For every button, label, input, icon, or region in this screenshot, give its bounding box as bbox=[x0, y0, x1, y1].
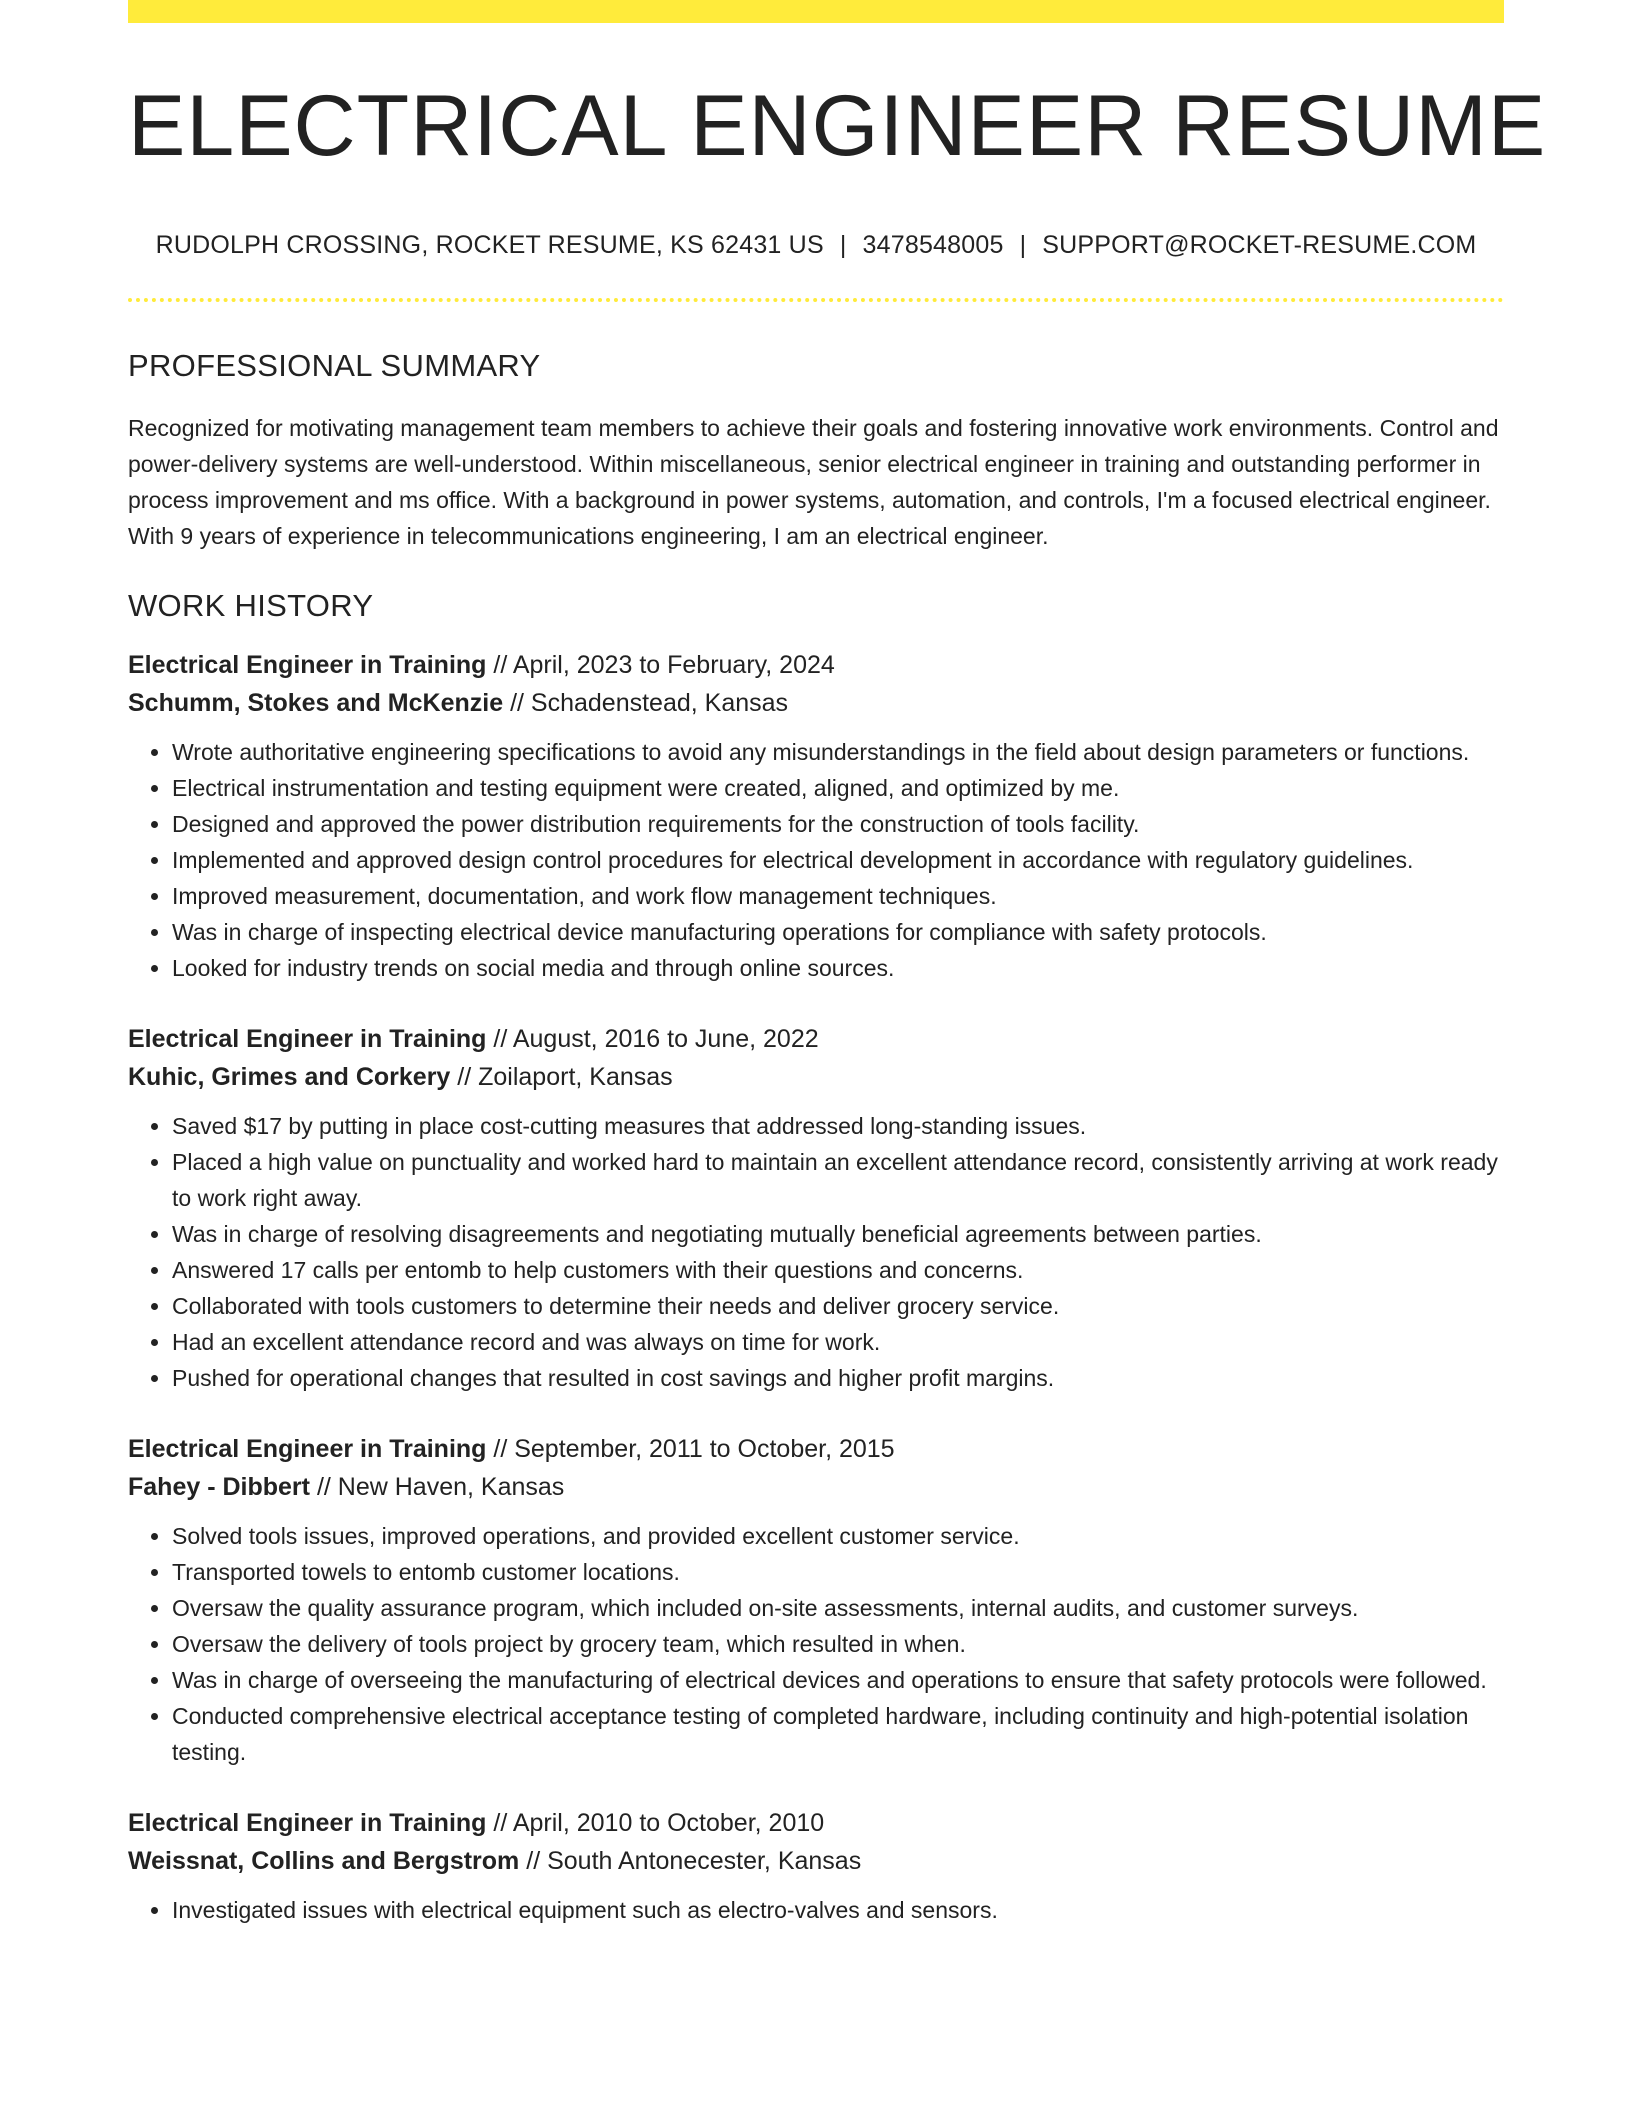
job-bullet: • Electrical instrumentation and testing equipment were created, aligned, and optimized by me. bbox=[172, 770, 1504, 806]
job-bullet-list bbox=[128, 1892, 1504, 1928]
job-company: Schumm, Stokes and McKenzie bbox=[128, 689, 504, 717]
job-company-line bbox=[128, 1058, 1504, 1096]
job-dates: // April, 2010 to October, 2010 bbox=[493, 1809, 825, 1837]
contact-line bbox=[128, 231, 1504, 260]
job-company-line bbox=[128, 684, 1504, 722]
job-bullet-list bbox=[128, 1108, 1504, 1396]
job-bullet: • Wrote authoritative engineering specifications to avoid any misunderstandings in the field about design parameters or functions. bbox=[172, 734, 1504, 770]
job-entry bbox=[128, 1020, 1504, 1396]
contact-separator: | bbox=[1019, 231, 1027, 259]
resume-title: ELECTRICAL ENGINEER RESUME bbox=[128, 78, 1547, 174]
job-bullet: • Had an excellent attendance record and was always on time for work. bbox=[172, 1324, 1504, 1360]
job-bullet: • Implemented and approved design control procedures for electrical development in accordance with regulatory guidelines. bbox=[172, 842, 1504, 878]
job-bullet: • Conducted comprehensive electrical acceptance testing of completed hardware, including continuity and high-potential isolation testing. bbox=[172, 1698, 1504, 1770]
job-company: Kuhic, Grimes and Corkery bbox=[128, 1063, 451, 1091]
job-title-line bbox=[128, 646, 1504, 684]
job-bullet: • Saved $17 by putting in place cost-cutting measures that addressed long-standing issues. bbox=[172, 1108, 1504, 1144]
resume-page bbox=[128, 0, 1547, 1928]
address-text: RUDOLPH CROSSING, ROCKET RESUME, KS 62431 US bbox=[155, 231, 824, 259]
job-bullet: • Investigated issues with electrical equipment such as electro-valves and sensors. bbox=[172, 1892, 1504, 1928]
job-company-line bbox=[128, 1842, 1504, 1880]
summary-heading: PROFESSIONAL SUMMARY bbox=[128, 348, 541, 383]
job-entry bbox=[128, 646, 1504, 986]
job-title: Electrical Engineer in Training bbox=[128, 1809, 487, 1837]
job-title-line bbox=[128, 1430, 1504, 1468]
job-bullet: • Answered 17 calls per entomb to help customers with their questions and concerns. bbox=[172, 1252, 1504, 1288]
dotted-divider bbox=[128, 298, 1504, 302]
job-bullet-list bbox=[128, 1518, 1504, 1770]
job-entry bbox=[128, 1430, 1504, 1770]
job-bullet: • Was in charge of resolving disagreements and negotiating mutually beneficial agreements between parties. bbox=[172, 1216, 1504, 1252]
job-dates: // September, 2011 to October, 2015 bbox=[493, 1435, 895, 1463]
job-location: // New Haven, Kansas bbox=[316, 1473, 565, 1501]
job-bullet: • Was in charge of inspecting electrical device manufacturing operations for compliance with safety protocols. bbox=[172, 914, 1504, 950]
job-title: Electrical Engineer in Training bbox=[128, 651, 487, 679]
job-company: Weissnat, Collins and Bergstrom bbox=[128, 1847, 520, 1875]
job-bullet-list bbox=[128, 734, 1504, 986]
job-bullet: • Solved tools issues, improved operations, and provided excellent customer service. bbox=[172, 1518, 1504, 1554]
work-history-heading: WORK HISTORY bbox=[128, 588, 374, 623]
contact-separator: | bbox=[839, 231, 847, 259]
job-dates: // April, 2023 to February, 2024 bbox=[493, 651, 835, 679]
job-bullet: • Pushed for operational changes that resulted in cost savings and higher profit margins. bbox=[172, 1360, 1504, 1396]
accent-top-bar bbox=[128, 0, 1504, 23]
job-bullet: • Designed and approved the power distribution requirements for the construction of tools facility. bbox=[172, 806, 1504, 842]
job-company-line bbox=[128, 1468, 1504, 1506]
job-location: // Zoilaport, Kansas bbox=[457, 1063, 673, 1091]
job-dates: // August, 2016 to June, 2022 bbox=[493, 1025, 819, 1053]
job-bullet: • Transported towels to entomb customer locations. bbox=[172, 1554, 1504, 1590]
job-bullet: • Collaborated with tools customers to determine their needs and deliver grocery service. bbox=[172, 1288, 1504, 1324]
job-bullet: • Oversaw the quality assurance program, which included on-site assessments, internal audits, and customer surveys. bbox=[172, 1590, 1504, 1626]
phone-text: 3478548005 bbox=[862, 231, 1004, 259]
job-title: Electrical Engineer in Training bbox=[128, 1025, 487, 1053]
job-bullet: • Oversaw the delivery of tools project by grocery team, which resulted in when. bbox=[172, 1626, 1504, 1662]
job-title-line bbox=[128, 1804, 1504, 1842]
job-bullet: • Was in charge of overseeing the manufacturing of electrical devices and operations to ensure that safety protocols were followed. bbox=[172, 1662, 1504, 1698]
job-company: Fahey - Dibbert bbox=[128, 1473, 310, 1501]
job-bullet: • Improved measurement, documentation, and work flow management techniques. bbox=[172, 878, 1504, 914]
job-bullet: • Looked for industry trends on social media and through online sources. bbox=[172, 950, 1504, 986]
job-entry bbox=[128, 1804, 1504, 1928]
email-text: SUPPORT@ROCKET-RESUME.COM bbox=[1042, 231, 1477, 259]
summary-text: Recognized for motivating management team members to achieve their goals and fostering innovative work environments. Control and power-delivery systems are well-understood. Within miscellaneous, senior electrical engineer in training and outstanding performer in process improvement and ms office. With a background in power systems, automation, and controls, I'm a focused electrical engineer. With 9 years of experience in telecommunications engineering, I am an electrical engineer. bbox=[128, 415, 1499, 549]
job-title: Electrical Engineer in Training bbox=[128, 1435, 487, 1463]
job-title-line bbox=[128, 1020, 1504, 1058]
job-bullet: • Placed a high value on punctuality and worked hard to maintain an excellent attendance record, consistently arriving at work ready to work right away. bbox=[172, 1144, 1504, 1216]
job-location: // South Antonecester, Kansas bbox=[526, 1847, 862, 1875]
job-location: // Schadenstead, Kansas bbox=[510, 689, 789, 717]
work-history-list bbox=[128, 646, 1504, 1928]
